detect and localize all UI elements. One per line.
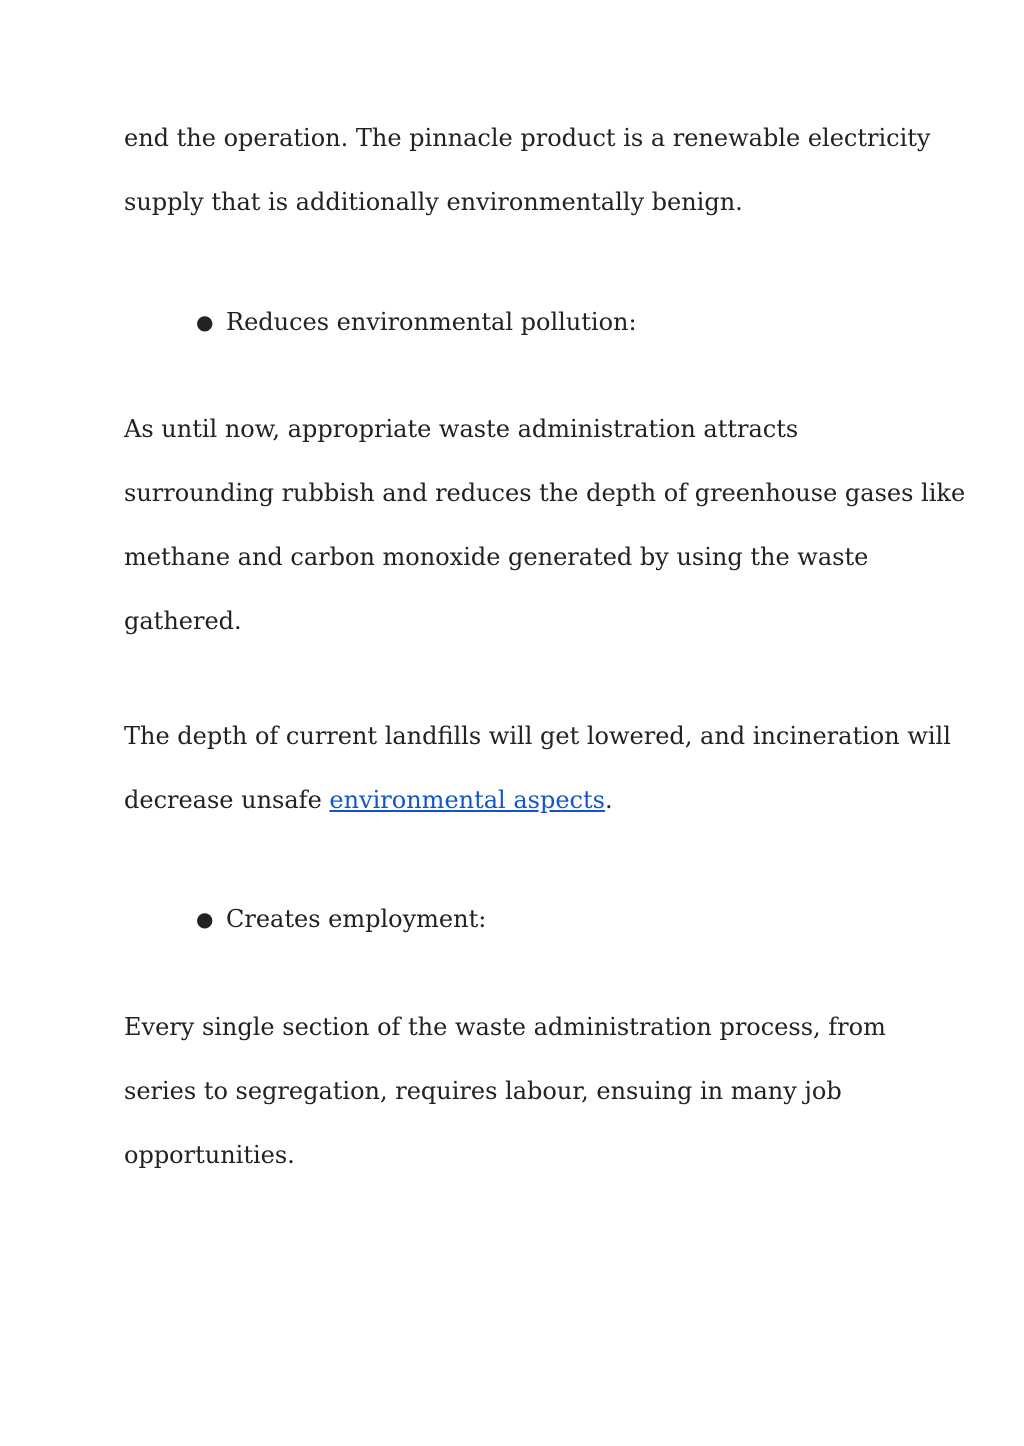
text-line: As until now, appropriate waste administration attracts bbox=[124, 415, 799, 443]
text-line: gathered. bbox=[124, 607, 242, 635]
text-line: The depth of current landfills will get lowered, and incineration will bbox=[124, 722, 951, 750]
paragraph-renewable-electricity bbox=[124, 106, 931, 234]
bullet-dot-icon: ● bbox=[196, 907, 214, 931]
paragraph-employment bbox=[124, 995, 924, 1187]
text-line: methane and carbon monoxide generated by using the waste bbox=[124, 543, 869, 571]
bullet-item-label: Creates employment: bbox=[226, 905, 487, 933]
bullet-item-label: Reduces environmental pollution: bbox=[226, 308, 637, 336]
text-line: supply that is additionally environmentally benign. bbox=[124, 188, 743, 216]
text-segment: decrease unsafe bbox=[124, 786, 330, 814]
bullet-item-reduces-pollution bbox=[196, 290, 637, 354]
paragraph-waste-administration bbox=[124, 397, 966, 653]
text-segment: . bbox=[604, 786, 613, 814]
bullet-dot-icon: ● bbox=[196, 310, 214, 334]
environmental-aspects-link[interactable]: environmental aspects bbox=[329, 786, 605, 814]
text-line: surrounding rubbish and reduces the depth of greenhouse gases like bbox=[124, 479, 966, 507]
text-line bbox=[124, 768, 924, 832]
text-line: opportunities. bbox=[124, 1141, 295, 1169]
text-line: Every single section of the waste administration process, from bbox=[124, 1013, 886, 1041]
paragraph-landfills bbox=[124, 704, 951, 832]
bullet-item-creates-employment bbox=[196, 887, 486, 951]
text-line: end the operation. The pinnacle product is a renewable electricity bbox=[124, 124, 931, 152]
text-line: series to segregation, requires labour, ensuing in many job bbox=[124, 1077, 842, 1105]
